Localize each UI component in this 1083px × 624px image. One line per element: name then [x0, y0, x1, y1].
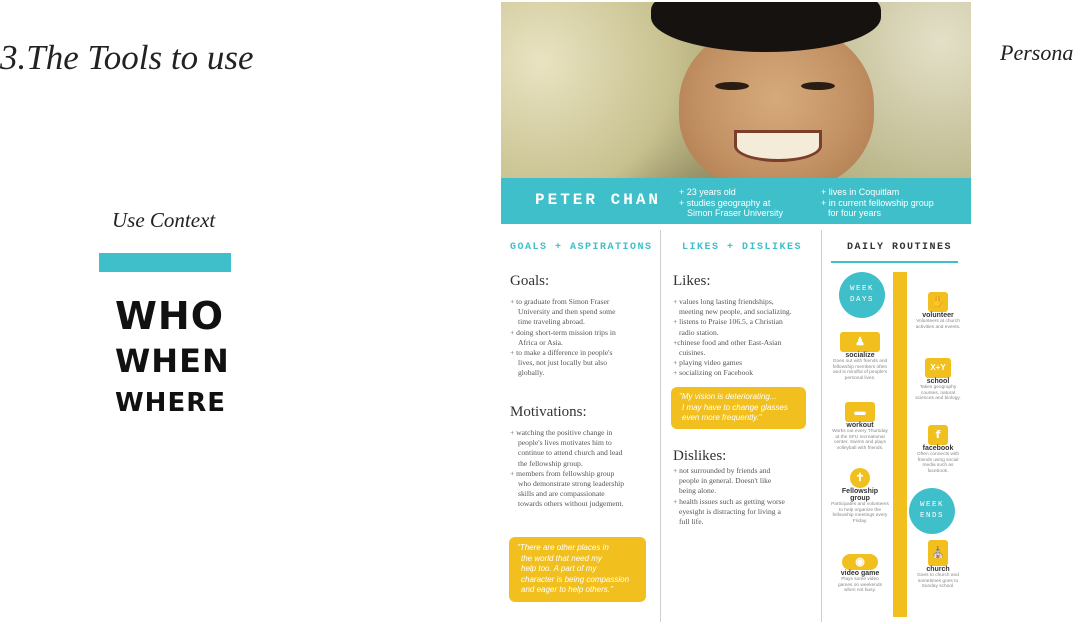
keyword-who: WHO — [115, 294, 225, 338]
keyword-where: WHERE — [115, 388, 226, 418]
quote-vision: "My vision is deteriorating... I may have to change glasses even more frequently." — [671, 387, 806, 429]
routine-church: ⛪ church Goes to church and sometimes goes to Sunday school. — [907, 540, 969, 590]
use-context-heading: Use Context — [112, 208, 216, 232]
accent-bar — [99, 253, 231, 272]
routine-facebook: f facebook Often connects with friends using social media such as facebook. — [907, 425, 969, 474]
slide-title: 3.The Tools to use — [0, 38, 254, 77]
dumbbell-icon: ▬ — [845, 402, 875, 422]
routines-header: DAILY ROUTINES — [847, 242, 953, 253]
likes-list: + values long lasting friendships, meeting new people, and socializing. + listens to Praise 106.5, a Christian radio station. +chinese food and other East-Asian cuisines. + playing video games + socializing on Facebook — [673, 297, 792, 378]
motivations-list: + watching the positive change in people's lives motivates him to continue to attend church and lead the fellowship group. + members from fellowship group who demonstrate strong leadership skills and are compassionate towards others without judgement. — [510, 428, 625, 509]
routine-socialize: ♟ socialize Goes out with friends and fellowship members often and is mindful of people's personal lives. — [826, 332, 894, 381]
fact-duration: for four years — [828, 208, 882, 218]
fact-study: + studies geography at — [679, 197, 771, 208]
fact-age: + 23 years old — [679, 187, 736, 197]
blackboard-icon: X+Y — [925, 358, 951, 378]
fact-university: Simon Fraser University — [687, 208, 784, 218]
fact-location: + lives in Coquitlam — [821, 187, 900, 197]
hand-icon: ✋ — [928, 292, 948, 312]
persona-name: PETER CHAN — [535, 191, 662, 209]
routine-workout: ▬ workout Works out every Thursday at the SFU recreational center. Swims and plays volleyball with friends. — [826, 402, 894, 451]
column-divider — [660, 230, 661, 622]
persona-sheet — [501, 2, 971, 622]
routine-volunteer: ✋ volunteer Volunteers at church activities and events. — [907, 292, 969, 330]
facebook-icon: f — [928, 425, 948, 445]
dislikes-list: + not surrounded by friends and people in general. Doesn't like being alone. + health issues such as getting worse eyesight is distracting for living a full life. — [673, 466, 785, 527]
slide-label: Persona — [1000, 40, 1074, 65]
keyword-when: WHEN — [115, 342, 230, 380]
gamepad-icon: ◉ — [842, 554, 878, 570]
likes-title: Likes: — [673, 273, 711, 289]
goals-header: GOALS + ASPIRATIONS — [510, 242, 653, 253]
routine-school: X+Y school Takes geography courses, natural sciences and biology. — [907, 357, 969, 402]
routine-fellowship: ✝ Fellowship group Participates and volunteers to help organize the fellowship meetings every Friday. — [824, 468, 896, 524]
column-divider — [821, 230, 822, 622]
cross-icon: ✝ — [850, 468, 870, 488]
routines-underline — [831, 261, 958, 263]
persona-photo — [501, 2, 971, 178]
people-icon: ♟ — [840, 332, 880, 352]
motivations-title: Motivations: — [510, 404, 587, 420]
persona-banner — [501, 178, 971, 224]
weekdays-bubble: WEEK DAYS — [839, 272, 885, 318]
fact-fellowship: + in current fellowship group — [821, 197, 934, 208]
weekends-bubble: WEEK ENDS — [909, 488, 955, 534]
quote-compassion: "There are other places in the world that need my help too. A part of my character is being compassion and eager to help others." — [509, 537, 646, 602]
goals-title: Goals: — [510, 273, 550, 289]
routine-video-game: ◉ video game Plays some video games on weekends when not busy. — [838, 556, 882, 594]
likes-header: LIKES + DISLIKES — [682, 242, 803, 253]
goals-list: + to graduate from Simon Fraser University and then spend some time traveling abroad. + doing short-term mission trips in Africa or Asia. + to make a difference in people's lives, not just locally but also globally. — [510, 297, 616, 378]
dislikes-title: Dislikes: — [673, 448, 727, 464]
church-icon: ⛪ — [928, 540, 948, 566]
